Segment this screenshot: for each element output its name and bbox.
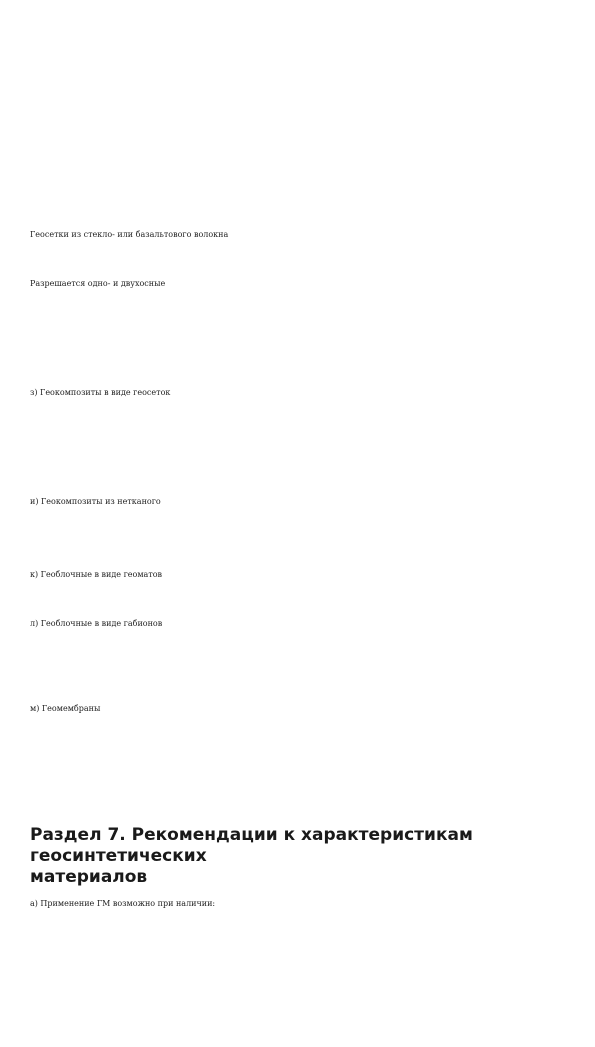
text-line	[30, 59, 565, 71]
text-line	[30, 679, 565, 691]
text-line	[30, 533, 565, 545]
paragraph	[30, 1013, 565, 1025]
text-line	[30, 715, 565, 727]
text-line: з) Геокомпозиты в виде геосеток	[30, 387, 171, 397]
text-line	[30, 956, 565, 968]
text-line	[30, 630, 565, 642]
text-line	[30, 1013, 565, 1025]
text-line	[30, 363, 565, 375]
paragraph	[30, 898, 565, 910]
text-line	[30, 47, 565, 59]
text-line	[30, 521, 565, 533]
text-line	[30, 399, 565, 411]
text-line	[30, 338, 565, 350]
text-line	[30, 411, 565, 423]
text-line	[30, 460, 565, 472]
text-line	[30, 253, 565, 265]
text-line	[30, 144, 565, 156]
text-line	[30, 423, 565, 435]
text-line: Геосетки из стекло- или базальтового волокна	[30, 230, 229, 239]
text-line	[30, 752, 565, 764]
text-line	[30, 727, 565, 739]
text-line	[30, 168, 565, 180]
text-line	[30, 351, 565, 363]
text-line	[30, 95, 565, 107]
text-line	[30, 436, 565, 448]
text-line	[30, 991, 565, 1003]
text-line	[30, 642, 565, 654]
text-line	[30, 582, 565, 594]
text-line	[30, 932, 565, 944]
text-line	[30, 667, 565, 679]
text-line	[30, 448, 565, 460]
text-line	[30, 83, 565, 95]
text-line	[30, 180, 565, 192]
text-line	[30, 10, 565, 22]
text-line	[30, 314, 565, 326]
text-line	[30, 241, 565, 253]
section-body	[30, 898, 565, 1047]
section-heading-line-2: материалов	[30, 866, 148, 887]
text-line	[30, 120, 565, 132]
paragraph	[30, 302, 565, 375]
text-line	[30, 800, 565, 812]
text-line	[30, 545, 565, 557]
paragraph	[30, 991, 565, 1003]
text-line	[30, 34, 565, 46]
paragraph	[30, 229, 565, 266]
text-line: м) Геомембраны	[30, 704, 101, 714]
text-line	[30, 969, 565, 981]
text-line: л) Геоблочные в виде габионов	[30, 618, 163, 628]
text-line	[30, 71, 565, 83]
text-line: а) Применение ГМ возможно при наличии:	[30, 898, 216, 908]
text-line	[30, 509, 565, 521]
text-line	[30, 788, 565, 800]
paragraph	[30, 496, 565, 557]
paragraph	[30, 144, 565, 217]
text-line	[30, 193, 565, 205]
text-line	[30, 205, 565, 217]
text-line	[30, 22, 565, 34]
paragraph	[30, 618, 565, 691]
document-body	[30, 10, 565, 813]
text-line	[30, 655, 565, 667]
text-line: и) Геокомпозиты из нетканого	[30, 497, 161, 507]
paragraph	[30, 703, 565, 776]
text-line	[30, 920, 565, 932]
text-line: Разрешается одно- и двухосные	[30, 278, 166, 288]
text-line	[30, 594, 565, 606]
paragraph	[30, 1035, 565, 1047]
text-line	[30, 764, 565, 776]
paragraph	[30, 920, 565, 981]
text-line	[30, 156, 565, 168]
paragraph	[30, 387, 565, 485]
section-heading	[30, 825, 565, 888]
paragraph	[30, 569, 565, 606]
text-line	[30, 108, 565, 120]
text-line	[30, 472, 565, 484]
paragraph	[30, 10, 565, 132]
text-line	[30, 944, 565, 956]
section-heading-line-1: Раздел 7. Рекомендации к характеристикам геосинтетических	[30, 824, 473, 866]
paragraph	[30, 788, 565, 812]
text-line	[30, 1035, 565, 1047]
text-line	[30, 302, 565, 314]
text-line	[30, 326, 565, 338]
text-line	[30, 740, 565, 752]
text-line: к) Геоблочные в виде геоматов	[30, 570, 163, 580]
paragraph	[30, 278, 565, 290]
